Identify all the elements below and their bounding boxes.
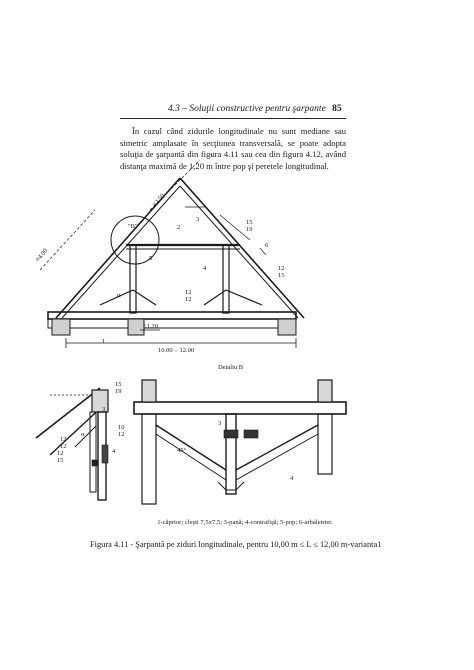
body-paragraph-text: În cazul când zidurile longitudinale nu sunt mediane sau simetric amplasate în secţiunea transversală, se poate adopta soluţia de şarpantă din figura 4.11 sau cea din figura 4.12, având distanţa maximă de 1,20 m între pop şi peretele longitudinal. xyxy=(120,126,346,171)
svg-text:4: 4 xyxy=(112,448,116,455)
label-2: 2 xyxy=(177,224,181,231)
section-title: 4.3 – Soluţii constructive pentru şarpante xyxy=(168,104,326,114)
section-15-19-main: 15 19 xyxy=(246,219,253,233)
svg-text:1519: 15 19 xyxy=(115,381,122,395)
post-left xyxy=(130,245,136,313)
label-6: 6 xyxy=(265,242,269,249)
svg-text:1215: 12 15 xyxy=(57,450,64,464)
detail-left-labels xyxy=(57,381,125,464)
detail-title: Detaliu B xyxy=(218,364,244,371)
section-12-15-main: 12 15 xyxy=(278,265,285,279)
page-number: 85 xyxy=(332,104,342,114)
detail-marker-label: "B" xyxy=(128,223,138,230)
svg-text:α: α xyxy=(81,431,85,438)
label-alpha: α xyxy=(117,292,121,299)
detail-left xyxy=(36,388,108,500)
main-truss-section xyxy=(40,160,304,348)
detail-right xyxy=(134,380,346,504)
wall-plate xyxy=(48,319,296,328)
label-5: 5 xyxy=(149,255,153,262)
figure-legend: 1-căprior; cleşti 7,5x7,5; 3-pană; 4-contrafişă; 5-pop; 6-arbaletrier. xyxy=(157,519,333,526)
svg-text:45°: 45° xyxy=(177,447,187,454)
rafter-dim-right: ≈2.50 xyxy=(151,192,167,209)
rafter-dim-left: ≈4.00 xyxy=(34,247,50,264)
bottom-beam xyxy=(48,312,296,319)
svg-text:4: 4 xyxy=(290,475,294,482)
svg-text:3: 3 xyxy=(218,420,222,427)
svg-text:1212: 12 12 xyxy=(60,436,67,450)
offset-dim: ≤1.20 xyxy=(143,323,158,330)
label-1: 1 xyxy=(102,338,106,345)
label-4: 4 xyxy=(203,265,207,272)
figure-caption: Figura 4.11 - Şarpantă pe ziduri longitudinale, pentru 10,00 m ≤ L ≤ 12,00 m-varianta1 xyxy=(90,540,382,549)
post-right xyxy=(223,245,229,313)
svg-text:3: 3 xyxy=(102,406,106,413)
section-12-12-main: 12 12 xyxy=(185,289,192,303)
span-dim: 10.00 ÷ 12.00 xyxy=(158,347,195,354)
label-3: 3 xyxy=(196,216,200,223)
svg-text:1012: 10 12 xyxy=(118,424,125,438)
